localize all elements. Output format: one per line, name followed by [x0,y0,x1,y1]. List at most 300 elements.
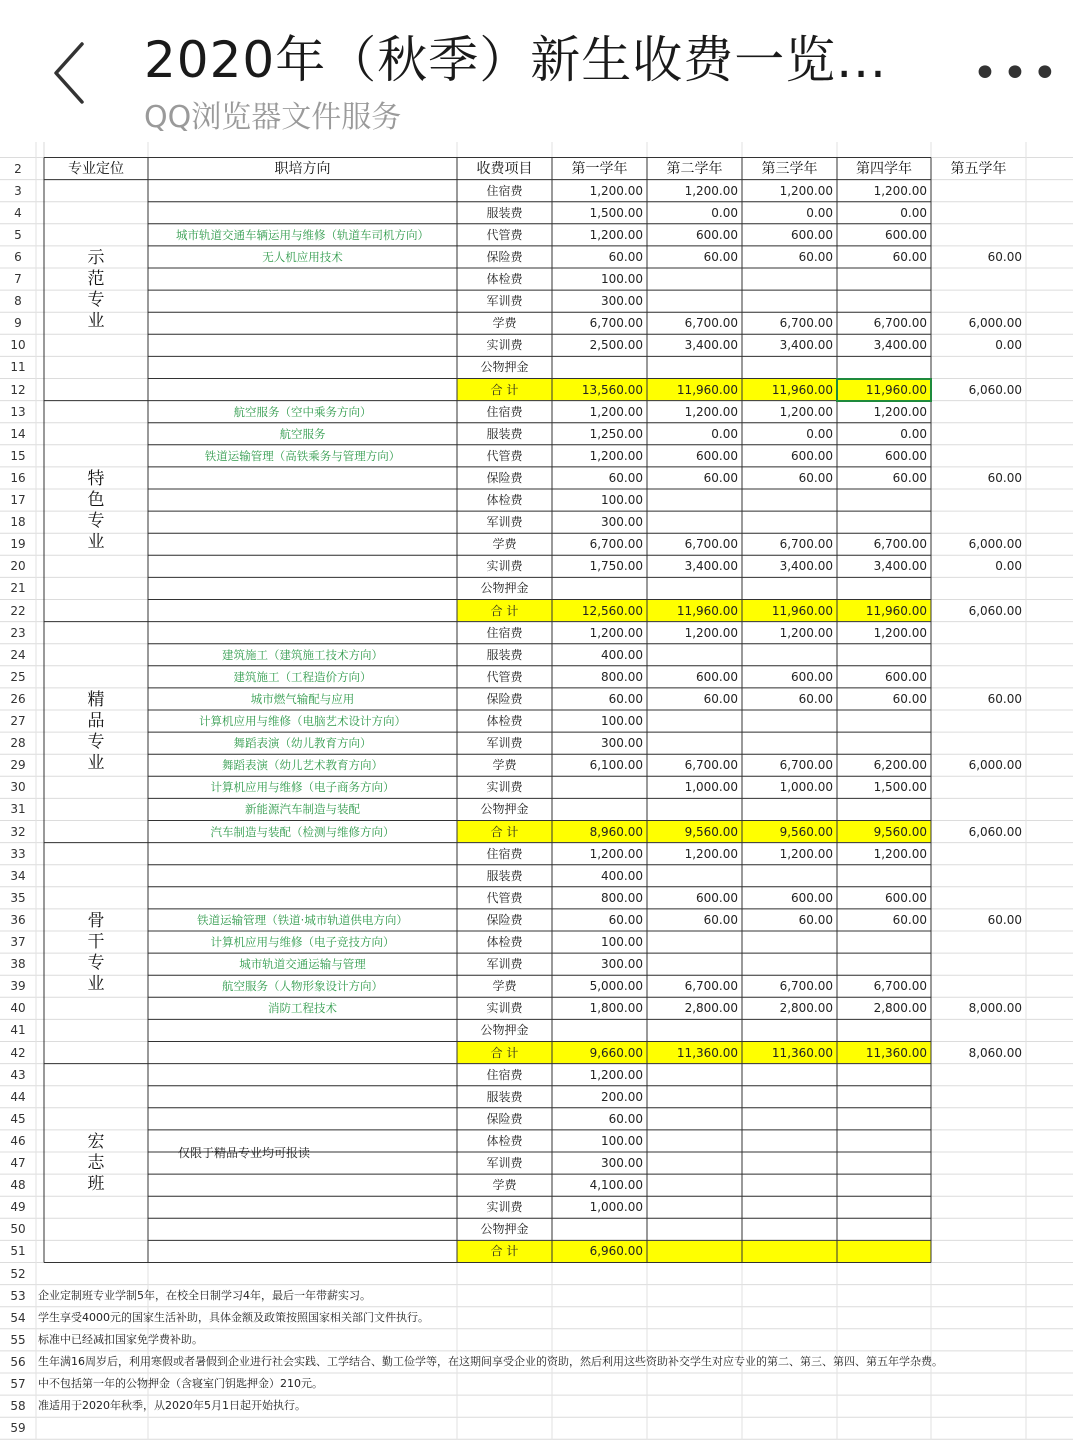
direction-cell[interactable] [148,887,457,909]
fee-value[interactable]: 2,800.00 [873,1001,927,1016]
fee-value[interactable]: 6,700.00 [684,316,738,331]
note-text[interactable]: 中不包括第一年的公物押金（含寝室门钥匙押金）210元。 [38,1377,323,1390]
row-number[interactable]: 57 [10,1377,26,1391]
fee-value[interactable]: 400.00 [601,647,643,662]
fee-value[interactable]: 600.00 [791,890,833,905]
fee-value[interactable]: 100.00 [601,1133,643,1148]
row-number[interactable]: 26 [10,691,26,706]
fee-value[interactable]: 4,100.00 [589,1178,643,1193]
fee-value[interactable] [837,1064,927,1086]
fee-value[interactable] [647,1086,738,1108]
fee-value[interactable]: 1,200.00 [589,448,643,463]
fee-value[interactable]: 60.00 [798,912,833,927]
row-number[interactable]: 23 [10,625,26,640]
fee-value[interactable]: 100.00 [601,714,643,728]
fee-value[interactable] [837,511,927,533]
fee-value[interactable]: 1,500.00 [589,205,643,220]
fee-item[interactable]: 保险费 [486,1111,523,1126]
fee-value[interactable]: 6,700.00 [779,316,833,331]
fee-value[interactable]: 0.00 [711,205,738,220]
direction-cell[interactable] [148,312,457,334]
fee-value[interactable] [931,887,1022,909]
fee-value[interactable]: 1,200.00 [873,846,927,861]
fee-value[interactable]: 2,800.00 [779,1001,833,1016]
fee-value[interactable] [837,798,927,820]
fee-item[interactable]: 实训费 [486,780,523,795]
fee-value[interactable] [742,1019,833,1041]
fee-value[interactable]: 60.00 [892,249,927,264]
row-number[interactable]: 5 [14,227,22,242]
fee-value[interactable] [837,1152,927,1174]
header-direction[interactable]: 职培方向 [274,160,331,177]
fee-item[interactable]: 军训费 [486,515,523,530]
direction-cell[interactable]: 计算机应用与维修（电脑艺术设计方向） [199,714,406,728]
row-number[interactable]: 39 [10,979,26,994]
fee-value[interactable]: 6,100.00 [589,758,643,773]
fee-value[interactable]: 600.00 [696,669,738,684]
row-number[interactable]: 40 [10,1001,26,1016]
row-number[interactable]: 14 [10,426,26,441]
fee-value[interactable] [647,644,738,666]
fee-value[interactable] [647,356,738,378]
row-number[interactable]: 51 [10,1244,26,1259]
fee-value[interactable] [742,489,833,511]
fee-value[interactable]: 1,200.00 [873,625,927,640]
fee-value[interactable] [647,1174,738,1196]
row-number[interactable]: 11 [10,360,26,375]
row-number[interactable]: 21 [10,581,26,596]
fee-value[interactable]: 60.00 [892,691,927,706]
fee-value[interactable]: 600.00 [791,669,833,684]
fee-value[interactable]: 1,800.00 [589,1001,643,1016]
fee-item[interactable]: 体检费 [486,493,523,507]
fee-value[interactable]: 300.00 [601,957,643,972]
fee-value[interactable]: 0.00 [995,338,1022,353]
fee-item[interactable]: 代管费 [486,890,523,905]
category-label[interactable] [44,248,148,332]
fee-item[interactable]: 保险费 [486,249,523,264]
fee-value[interactable] [647,1218,738,1240]
direction-cell[interactable] [148,290,457,312]
row-number[interactable]: 9 [14,316,22,331]
fee-value[interactable] [837,644,927,666]
fee-value[interactable] [647,1152,738,1174]
fee-value[interactable]: 60.00 [798,691,833,706]
fee-value[interactable]: 600.00 [885,227,927,242]
direction-cell[interactable]: 舞蹈表演（幼儿艺术教育方向） [222,758,383,773]
fee-value[interactable] [837,953,927,975]
header-category[interactable]: 专业定位 [68,160,124,177]
fee-value[interactable]: 9,560.00 [873,824,927,839]
fee-value[interactable] [931,1130,1022,1152]
fee-item[interactable]: 体检费 [486,272,523,286]
header-item[interactable]: 收费项目 [476,160,533,177]
note-text[interactable]: 准适用于2020年秋季，从2020年5月1日起开始执行。 [38,1399,306,1413]
fee-value[interactable]: 60.00 [703,470,738,485]
fee-value[interactable]: 11,360.00 [865,1045,927,1060]
fee-value[interactable] [742,1152,833,1174]
fee-value[interactable]: 0.00 [900,205,927,220]
fee-value[interactable] [742,710,833,732]
fee-value[interactable] [647,1196,738,1218]
fee-item[interactable]: 公物押金 [480,802,529,817]
fee-item[interactable]: 学费 [492,537,517,552]
fee-value[interactable] [931,798,1022,820]
fee-value[interactable] [837,489,927,511]
fee-value[interactable]: 11,960.00 [771,382,833,397]
fee-value[interactable] [837,1196,927,1218]
direction-cell[interactable] [148,533,457,555]
fee-value[interactable] [931,953,1022,975]
fee-value[interactable] [742,1064,833,1086]
header-year[interactable]: 第三学年 [761,160,818,177]
header-year[interactable]: 第一学年 [571,160,628,177]
row-number[interactable]: 32 [10,824,26,839]
header-year[interactable]: 第五学年 [950,160,1007,177]
fee-item[interactable]: 军训费 [486,736,523,751]
row-number[interactable]: 44 [10,1089,26,1104]
fee-value[interactable] [931,1064,1022,1086]
row-number[interactable]: 15 [10,448,26,463]
fee-value[interactable]: 6,700.00 [779,758,833,773]
fee-value[interactable] [931,489,1022,511]
fee-value[interactable] [742,1174,833,1196]
direction-cell[interactable] [148,467,457,489]
row-number[interactable]: 47 [10,1156,26,1170]
fee-value[interactable] [647,511,738,533]
fee-value[interactable]: 11,960.00 [865,382,927,397]
direction-cell[interactable]: 航空服务 [279,426,326,441]
fee-value[interactable] [931,644,1022,666]
fee-value[interactable] [931,401,1022,423]
fee-value[interactable] [837,1130,927,1152]
direction-cell[interactable]: 计算机应用与维修（电子竞技方向） [210,935,395,949]
fee-item[interactable]: 合 计 [490,824,519,839]
fee-value[interactable]: 2,800.00 [684,1001,738,1016]
fee-item[interactable]: 代管费 [486,227,523,242]
header-year[interactable]: 第二学年 [666,160,723,177]
fee-value[interactable]: 300.00 [601,736,643,751]
fee-value[interactable]: 1,200.00 [589,625,643,640]
fee-item[interactable]: 实训费 [486,559,523,574]
row-number[interactable]: 10 [10,338,26,353]
row-number[interactable]: 8 [14,294,22,309]
fee-value[interactable] [552,1218,643,1240]
fee-value[interactable]: 1,200.00 [779,404,833,419]
fee-value[interactable] [742,1086,833,1108]
fee-value[interactable] [931,975,1022,997]
fee-value[interactable]: 8,000.00 [968,1001,1022,1016]
fee-value[interactable]: 3,400.00 [684,338,738,353]
direction-cell[interactable]: 计算机应用与维修（电子商务方向） [210,780,395,795]
fee-value[interactable]: 9,660.00 [589,1045,643,1060]
fee-value[interactable]: 6,700.00 [873,979,927,994]
fee-value[interactable] [837,268,927,290]
direction-cell[interactable] [148,489,457,511]
fee-value[interactable] [552,577,643,599]
row-number[interactable]: 37 [10,935,26,949]
fee-value[interactable]: 6,000.00 [968,758,1022,773]
row-number[interactable]: 55 [10,1332,26,1347]
direction-cell[interactable] [148,577,457,599]
fee-value[interactable] [647,1130,738,1152]
fee-value[interactable]: 0.00 [900,426,927,441]
row-number[interactable]: 33 [10,846,26,861]
merged-direction[interactable]: 仅限于精品专业均可报读 [178,1146,311,1161]
fee-item[interactable]: 公物押金 [480,1222,529,1237]
fee-value[interactable]: 11,960.00 [676,603,738,618]
fee-value[interactable]: 6,700.00 [779,537,833,552]
note-text[interactable]: 标准中已经减扣国家免学费补助。 [38,1332,203,1346]
fee-value[interactable] [742,644,833,666]
fee-value[interactable]: 1,500.00 [873,780,927,795]
fee-value[interactable]: 3,400.00 [873,338,927,353]
fee-value[interactable] [742,931,833,953]
fee-item[interactable]: 学费 [492,1178,517,1193]
row-number[interactable]: 45 [10,1111,26,1126]
fee-value[interactable]: 13,560.00 [581,382,643,397]
direction-cell[interactable] [148,356,457,378]
direction-cell[interactable] [148,843,457,865]
fee-value[interactable] [742,1240,833,1262]
fee-value[interactable] [647,865,738,887]
fee-item[interactable]: 住宿费 [486,625,523,640]
fee-value[interactable] [931,445,1022,467]
fee-value[interactable]: 6,700.00 [684,758,738,773]
category-label[interactable] [44,1132,148,1195]
row-number[interactable]: 54 [10,1310,26,1325]
back-button[interactable] [46,38,96,108]
fee-value[interactable] [647,710,738,732]
fee-value[interactable]: 60.00 [892,912,927,927]
fee-value[interactable]: 0.00 [806,205,833,220]
more-dots-icon[interactable]: ••• [972,48,1062,99]
fee-value[interactable] [647,577,738,599]
direction-cell[interactable]: 建筑施工（建筑施工技术方向） [222,647,383,662]
row-number[interactable]: 3 [14,183,22,198]
fee-value[interactable] [742,798,833,820]
fee-value[interactable]: 1,200.00 [589,1067,643,1082]
fee-value[interactable] [742,865,833,887]
direction-cell[interactable] [148,555,457,577]
direction-cell[interactable]: 消防工程技术 [268,1001,337,1016]
fee-value[interactable] [837,732,927,754]
row-number[interactable]: 31 [10,802,26,817]
fee-item[interactable]: 合 计 [490,1244,519,1259]
fee-value[interactable] [931,423,1022,445]
fee-value[interactable] [931,1174,1022,1196]
row-number[interactable]: 43 [10,1067,26,1082]
fee-item[interactable]: 学费 [492,979,517,994]
fee-value[interactable] [931,1019,1022,1041]
row-number[interactable]: 38 [10,957,26,972]
fee-value[interactable]: 60.00 [703,912,738,927]
row-number[interactable]: 13 [10,404,26,419]
row-number[interactable]: 46 [10,1133,26,1148]
category-label[interactable] [44,690,148,774]
fee-value[interactable]: 0.00 [995,559,1022,574]
fee-value[interactable]: 6,700.00 [684,537,738,552]
fee-value[interactable]: 300.00 [601,294,643,309]
fee-item[interactable]: 服装费 [486,868,523,883]
fee-item[interactable]: 保险费 [486,470,523,485]
fee-value[interactable]: 60.00 [608,691,643,706]
fee-value[interactable]: 100.00 [601,493,643,507]
row-number[interactable]: 58 [10,1399,26,1414]
row-number[interactable]: 48 [10,1178,26,1193]
fee-item[interactable]: 实训费 [486,1001,523,1016]
fee-value[interactable]: 2,500.00 [589,338,643,353]
fee-value[interactable] [742,356,833,378]
selected-cell[interactable] [836,378,932,402]
fee-value[interactable]: 1,200.00 [873,404,927,419]
row-number[interactable]: 35 [10,890,26,905]
fee-item[interactable]: 军训费 [486,1156,523,1170]
fee-value[interactable] [742,732,833,754]
row-number[interactable]: 27 [10,714,26,728]
fee-value[interactable] [931,180,1022,202]
fee-item[interactable]: 实训费 [486,1200,523,1215]
fee-item[interactable]: 保险费 [486,691,523,706]
direction-cell[interactable] [148,622,457,644]
fee-value[interactable]: 60.00 [703,249,738,264]
fee-value[interactable]: 1,000.00 [684,780,738,795]
fee-item[interactable]: 公物押金 [480,1023,529,1038]
fee-item[interactable]: 学费 [492,758,517,773]
fee-item[interactable]: 代管费 [486,669,523,684]
fee-value[interactable]: 3,400.00 [779,338,833,353]
fee-value[interactable] [931,776,1022,798]
fee-value[interactable]: 11,960.00 [676,382,738,397]
fee-value[interactable] [931,577,1022,599]
row-number[interactable]: 50 [10,1222,26,1237]
fee-item[interactable]: 服装费 [486,426,523,441]
fee-value[interactable] [647,1108,738,1130]
fee-value[interactable]: 60.00 [608,1111,643,1126]
fee-item[interactable]: 体检费 [486,714,523,728]
fee-item[interactable]: 合 计 [490,603,519,618]
fee-value[interactable]: 6,000.00 [968,316,1022,331]
fee-value[interactable] [931,931,1022,953]
fee-item[interactable]: 军训费 [486,294,523,309]
fee-item[interactable]: 住宿费 [486,404,523,419]
fee-value[interactable]: 6,060.00 [968,824,1022,839]
fee-item[interactable]: 军训费 [486,957,523,972]
row-number[interactable]: 59 [10,1421,26,1436]
direction-cell[interactable]: 城市轨道交通运输与管理 [239,957,366,972]
fee-item[interactable]: 代管费 [486,448,523,463]
fee-value[interactable]: 1,200.00 [779,625,833,640]
fee-value[interactable]: 200.00 [601,1089,643,1104]
fee-item[interactable]: 服装费 [486,1089,523,1104]
fee-value[interactable]: 3,400.00 [873,559,927,574]
fee-value[interactable] [931,1086,1022,1108]
direction-cell[interactable]: 新能源汽车制造与装配 [245,802,360,817]
fee-item[interactable]: 体检费 [486,935,523,949]
fee-value[interactable] [931,356,1022,378]
fee-value[interactable] [647,1064,738,1086]
fee-value[interactable] [837,1174,927,1196]
fee-value[interactable] [931,1196,1022,1218]
fee-value[interactable]: 1,200.00 [779,846,833,861]
direction-cell[interactable]: 航空服务（人物形象设计方向） [222,979,383,994]
row-number[interactable]: 25 [10,669,26,684]
fee-value[interactable]: 400.00 [601,868,643,883]
row-number[interactable]: 7 [14,272,22,286]
fee-value[interactable]: 9,560.00 [684,824,738,839]
fee-value[interactable]: 600.00 [696,448,738,463]
fee-value[interactable]: 6,060.00 [968,603,1022,618]
fee-value[interactable] [837,931,927,953]
fee-value[interactable]: 1,200.00 [589,846,643,861]
fee-value[interactable]: 1,200.00 [779,183,833,198]
fee-value[interactable]: 100.00 [601,935,643,949]
fee-value[interactable]: 600.00 [696,227,738,242]
direction-cell[interactable] [148,865,457,887]
fee-value[interactable]: 8,960.00 [589,824,643,839]
fee-value[interactable] [742,290,833,312]
fee-value[interactable] [931,1218,1022,1240]
fee-value[interactable] [931,1240,1022,1262]
row-number[interactable]: 34 [10,868,26,883]
row-number[interactable]: 2 [14,161,22,176]
row-number[interactable]: 42 [10,1045,26,1060]
fee-value[interactable]: 6,700.00 [589,316,643,331]
fee-value[interactable] [742,1108,833,1130]
category-label[interactable] [44,911,148,995]
direction-cell[interactable] [148,511,457,533]
fee-value[interactable] [931,666,1022,688]
fee-value[interactable] [931,865,1022,887]
fee-value[interactable] [742,511,833,533]
fee-value[interactable]: 6,700.00 [779,979,833,994]
fee-value[interactable]: 3,400.00 [779,559,833,574]
fee-value[interactable] [742,268,833,290]
fee-item[interactable]: 实训费 [486,338,523,353]
fee-value[interactable]: 60.00 [987,912,1022,927]
fee-value[interactable] [742,577,833,599]
direction-cell[interactable]: 城市轨道交通车辆运用与维修（轨道车司机方向） [176,227,429,242]
fee-value[interactable]: 60.00 [798,249,833,264]
fee-item[interactable]: 住宿费 [486,846,523,861]
fee-value[interactable]: 60.00 [892,470,927,485]
fee-value[interactable] [931,843,1022,865]
fee-value[interactable]: 600.00 [791,448,833,463]
fee-value[interactable]: 100.00 [601,272,643,286]
fee-value[interactable] [931,224,1022,246]
fee-value[interactable] [837,1108,927,1130]
row-number[interactable]: 18 [10,515,26,530]
fee-value[interactable]: 12,560.00 [581,603,643,618]
fee-value[interactable]: 1,200.00 [589,227,643,242]
fee-value[interactable]: 11,360.00 [676,1045,738,1060]
direction-cell[interactable] [148,180,457,202]
direction-cell[interactable] [148,202,457,224]
fee-value[interactable]: 0.00 [711,426,738,441]
fee-value[interactable]: 800.00 [601,890,643,905]
row-number[interactable]: 24 [10,647,26,662]
fee-value[interactable] [931,1152,1022,1174]
row-number[interactable]: 19 [10,537,26,552]
fee-value[interactable]: 300.00 [601,515,643,530]
fee-value[interactable] [837,1240,927,1262]
fee-value[interactable] [837,865,927,887]
fee-value[interactable] [647,268,738,290]
fee-item[interactable]: 公物押金 [480,360,529,375]
fee-value[interactable]: 6,000.00 [968,537,1022,552]
row-number[interactable]: 56 [10,1354,26,1369]
fee-value[interactable]: 6,700.00 [589,537,643,552]
